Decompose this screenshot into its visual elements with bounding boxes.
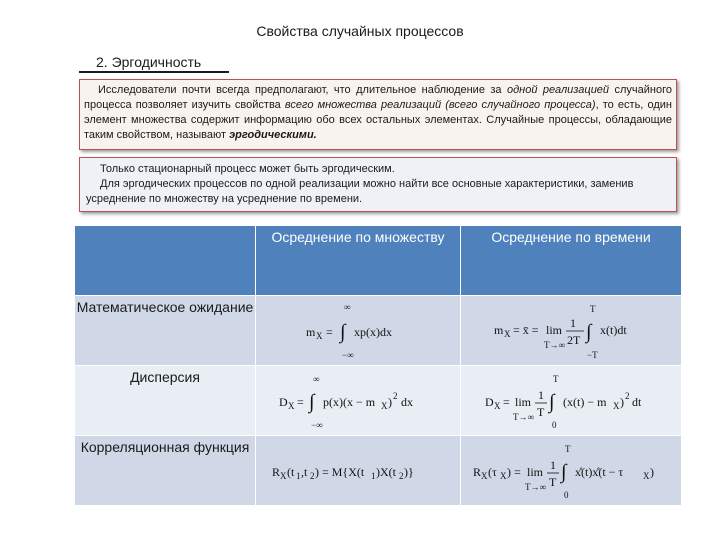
svg-text:2: 2: [399, 470, 404, 481]
svg-text:0: 0: [564, 489, 569, 500]
formula-variance-time: [461, 366, 682, 436]
svg-text:x(t)dt: x(t)dt: [600, 322, 627, 337]
svg-text:X: X: [643, 470, 650, 481]
svg-text:): ): [620, 394, 624, 409]
svg-text:R: R: [473, 464, 482, 479]
svg-text:lim: lim: [515, 394, 532, 409]
svg-text:∞: ∞: [344, 301, 351, 312]
note-line-2: Для эргодических процессов по одной реализации можно найти все основные характеристики, заменив усреднение по множеству на усреднение по времени.: [86, 178, 634, 205]
svg-text:D: D: [485, 394, 494, 409]
svg-text:T: T: [537, 404, 545, 419]
svg-text:−∞: −∞: [342, 349, 354, 360]
svg-text:2T: 2T: [567, 332, 581, 347]
row-label-correlation: Корреляционная функция: [75, 436, 256, 506]
header-empty: [75, 226, 256, 296]
section-heading: 2. Эргодичность: [96, 54, 202, 70]
svg-text:=: =: [326, 324, 333, 339]
svg-text:D: D: [279, 394, 288, 409]
ergodic-table: [74, 225, 682, 506]
formula-correlation-ensemble: [256, 436, 461, 506]
svg-text:X: X: [481, 470, 488, 481]
intro-emph-1: одной реализацией: [506, 84, 610, 96]
svg-text:x̊(t)x̊(t − τ: x̊(t)x̊(t − τ: [575, 464, 624, 479]
svg-text:∫: ∫: [549, 390, 555, 413]
svg-text:T→∞: T→∞: [513, 411, 534, 422]
svg-text:(τ: (τ: [488, 464, 497, 479]
svg-text:T: T: [553, 373, 559, 384]
svg-text:−∞: −∞: [311, 419, 323, 430]
svg-text:1: 1: [538, 387, 544, 402]
intro-box: [79, 79, 677, 150]
svg-text:X: X: [381, 400, 388, 411]
svg-text:): ): [388, 394, 392, 409]
svg-text:T: T: [549, 474, 557, 489]
svg-text:)}: )}: [404, 464, 414, 479]
note-line-1: Только стационарный процесс может быть эргодическим.: [100, 163, 395, 175]
svg-text:∫: ∫: [340, 320, 346, 343]
svg-text:1: 1: [550, 457, 556, 472]
svg-text:): ): [650, 464, 654, 479]
svg-text:m: m: [306, 324, 316, 339]
svg-text:T→∞: T→∞: [525, 481, 546, 492]
svg-text:1: 1: [570, 315, 576, 330]
note-box: [79, 157, 677, 212]
svg-text:(t: (t: [287, 464, 295, 479]
svg-text:)X(t: )X(t: [376, 464, 396, 479]
formula-mean-time: [461, 296, 682, 366]
svg-text:T: T: [565, 443, 571, 454]
svg-text:−T: −T: [587, 349, 598, 360]
svg-text:T: T: [590, 303, 596, 314]
svg-text:lim: lim: [546, 322, 563, 337]
svg-text:) = M{X(t: ) = M{X(t: [315, 464, 365, 479]
svg-text:(x(t) − m: (x(t) − m: [563, 394, 607, 409]
svg-text:1: 1: [371, 470, 376, 481]
svg-text:X: X: [500, 470, 507, 481]
svg-text:= x̄ =: = x̄ =: [513, 322, 539, 337]
page-title: Свойства случайных процессов: [256, 23, 464, 39]
svg-text:X: X: [316, 330, 323, 341]
svg-text:) =: ) =: [507, 464, 521, 479]
intro-paragraph: [84, 83, 672, 143]
section-underline: [79, 71, 229, 73]
row-label-mean: Математическое ожидание: [75, 296, 256, 366]
svg-text:=: =: [297, 394, 304, 409]
svg-text:1: 1: [296, 470, 301, 481]
svg-text:dt: dt: [632, 394, 642, 409]
svg-text:xp(x)dx: xp(x)dx: [354, 324, 392, 339]
svg-text:dx: dx: [401, 394, 413, 409]
svg-text:2: 2: [393, 390, 398, 401]
svg-text:X: X: [288, 400, 295, 411]
formula-correlation-time: [461, 436, 682, 506]
svg-text:∫: ∫: [586, 320, 592, 343]
svg-text:,t: ,t: [301, 464, 308, 479]
svg-text:T→∞: T→∞: [544, 339, 565, 350]
svg-text:∫: ∫: [561, 460, 567, 483]
svg-text:X: X: [494, 400, 501, 411]
ergodic-term: эргодическими.: [229, 129, 317, 141]
formula-variance-ensemble: [256, 366, 461, 436]
svg-text:X: X: [280, 470, 287, 481]
intro-text-1: Исследователи почти всегда предполагают, что длительное наблюдение за: [98, 84, 507, 96]
svg-text:p(x)(x − m: p(x)(x − m: [323, 394, 376, 409]
svg-text:2: 2: [625, 390, 630, 401]
svg-text:0: 0: [552, 419, 557, 430]
svg-text:∞: ∞: [313, 373, 320, 384]
header-time: Осреднение по времени: [461, 226, 682, 296]
row-label-variance: Дисперсия: [75, 366, 256, 436]
svg-text:m: m: [494, 322, 504, 337]
header-ensemble: Осреднение по множеству: [256, 226, 461, 296]
intro-text-3: , то есть, один элемент множества содержит информацию обо всех остальных элементах. Случайные процессы, обладающие таким свойством, называют: [84, 99, 673, 141]
svg-text:=: =: [503, 394, 510, 409]
svg-text:2: 2: [310, 470, 315, 481]
svg-text:X: X: [504, 328, 511, 339]
svg-text:X: X: [613, 400, 620, 411]
intro-text-2: случайного процесса позволяет изучить свойства: [84, 84, 672, 111]
intro-emph-2: всего множества реализаций (всего случайного процесса): [284, 99, 596, 111]
svg-text:lim: lim: [527, 464, 544, 479]
svg-text:∫: ∫: [309, 390, 315, 413]
svg-text:R: R: [272, 464, 281, 479]
formula-mean-ensemble: [256, 296, 461, 366]
